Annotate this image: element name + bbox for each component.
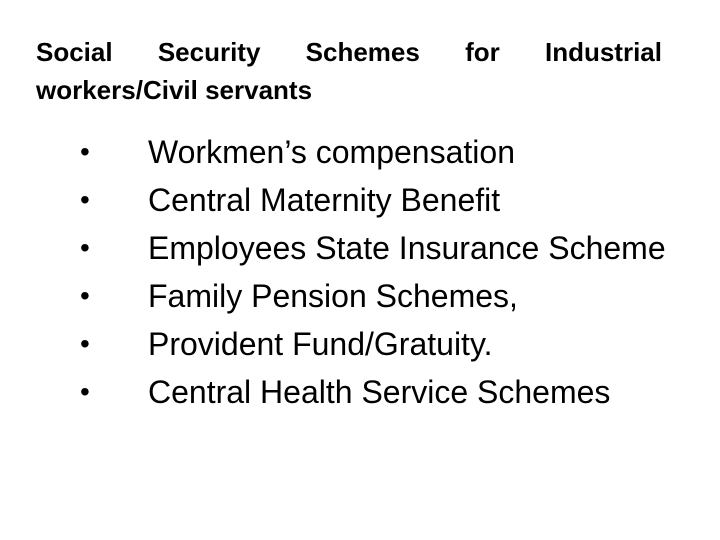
bullet-text: Central Maternity Benefit xyxy=(148,182,501,218)
bullet-icon: • xyxy=(80,232,90,263)
bullet-text: Central Health Service Schemes xyxy=(148,374,611,410)
list-item xyxy=(80,272,680,320)
bullet-text: Provident Fund/Gratuity. xyxy=(148,326,493,362)
list-item xyxy=(80,368,680,416)
bullet-icon: • xyxy=(80,280,90,311)
bullet-text: Workmen’s compensation xyxy=(148,134,515,170)
list-item xyxy=(80,128,680,176)
slide-title: Social Security Schemes for Industrial workers/Civil servants xyxy=(36,37,662,105)
bullet-icon: • xyxy=(80,184,90,215)
list-item xyxy=(80,176,680,224)
bullet-text: Family Pension Schemes, xyxy=(148,278,518,314)
list-item xyxy=(80,320,680,368)
bullet-icon: • xyxy=(80,328,90,359)
bullet-list xyxy=(80,128,680,416)
list-item xyxy=(80,224,680,272)
bullet-icon: • xyxy=(80,136,90,167)
bullet-text: Employees State Insurance Scheme xyxy=(148,230,666,266)
bullet-icon: • xyxy=(80,376,90,407)
